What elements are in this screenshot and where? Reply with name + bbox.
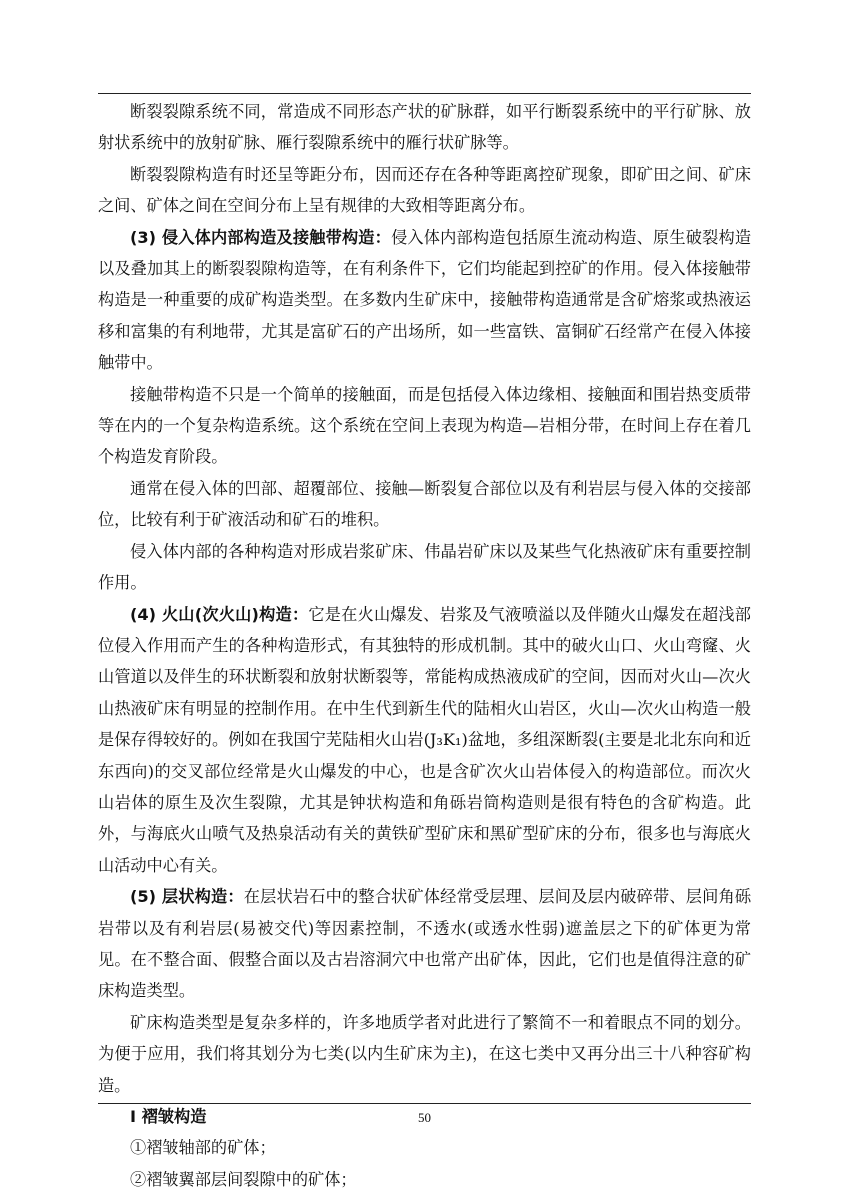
paragraph-6 xyxy=(98,536,751,599)
header-rule xyxy=(98,93,751,94)
paragraph-3-heading: (3) 侵入体内部构造及接触带构造： xyxy=(130,227,392,247)
list-item-1: ①褶皱轴部的矿体； xyxy=(130,1138,276,1158)
list-item-2: ②褶皱翼部层间裂隙中的矿体； xyxy=(130,1169,357,1189)
paragraph-6-text: 侵入体内部的各种构造对形成岩浆矿床、伟晶岩矿床以及某些气化热液矿床有重要控制作用。 xyxy=(98,541,751,593)
paragraph-3 xyxy=(98,222,751,379)
section-title: Ⅰ 褶皱构造 xyxy=(130,1107,207,1126)
paragraph-2-text: 断裂裂隙构造有时还呈等距分布，因而还存在各种等距离控矿现象，即矿田之间、矿床之间、矿体之间在空间分布上呈有规律的大致相等距离分布。 xyxy=(98,164,751,216)
paragraph-1 xyxy=(98,96,751,159)
paragraph-4 xyxy=(98,379,751,473)
paragraph-7 xyxy=(98,599,751,882)
paragraph-8-heading: (5) 层状构造： xyxy=(130,887,244,907)
footer-rule xyxy=(98,1103,751,1104)
paragraph-5-text: 通常在侵入体的凹部、超覆部位、接触—断裂复合部位以及有利岩层与侵入体的交接部位，比较有利于矿液活动和矿石的堆积。 xyxy=(98,478,751,530)
page-number: 50 xyxy=(418,1110,431,1125)
paragraph-9 xyxy=(98,1007,751,1101)
paragraph-7-text: 它是在火山爆发、岩浆及气液喷溢以及伴随火山爆发在超浅部位侵入作用而产生的各种构造形式，有其独特的形成机制。其中的破火山口、火山弯窿、火山管道以及伴生的环状断裂和放射状断裂等，常能构成热液成矿的空间，因而对火山—次火山热液矿床有明显的控制作用。在中生代到新生代的陆相火山岩区，火山—次火山构造一般是保存得较好的。例如在我国宁芜陆相火山岩(J₃K₁)盆地，多组深断裂(主要是北北东向和近东西向)的交叉部位经常是火山爆发的中心，也是含矿次火山岩体侵入的构造部位。而次火山岩体的原生及次生裂隙，尤其是钟状构造和角砾岩筒构造则是很有特色的含矿构造。此外，与海底火山喷气及热泉活动有关的黄铁矿型矿床和黑矿型矿床的分布，很多也与海底火山活动中心有关。 xyxy=(98,604,751,875)
paragraph-5 xyxy=(98,473,751,536)
paragraph-4-text: 接触带构造不只是一个简单的接触面，而是包括侵入体边缘相、接触面和围岩热变质带等在内的一个复杂构造系统。这个系统在空间上表现为构造—岩相分带，在时间上存在着几个构造发育阶段。 xyxy=(98,384,751,467)
paragraph-3-text: 侵入体内部构造包括原生流动构造、原生破裂构造以及叠加其上的断裂裂隙构造等，在有利条件下，它们均能起到控矿的作用。侵入体接触带构造是一种重要的成矿构造类型。在多数内生矿床中，接触带构造通常是含矿熔浆或热液运移和富集的有利地带，尤其是富矿石的产出场所，如一些富铁、富铜矿石经常产在侵入体接触带中。 xyxy=(98,227,752,373)
paragraph-2 xyxy=(98,159,751,222)
paragraph-7-heading: (4) 火山(次火山)构造： xyxy=(130,604,309,624)
paragraph-8-text: 在层状岩石中的整合状矿体经常受层理、层间及层内破碎带、层间角砾岩带以及有利岩层(易被交代)等因素控制，不透水(或透水性弱)遮盖层之下的矿体更为常见。在不整合面、假整合面以及古岩溶洞穴中也常产出矿体，因此，它们也是值得注意的矿床构造类型。 xyxy=(98,887,752,1001)
page-body xyxy=(98,96,751,1195)
paragraph-8 xyxy=(98,881,751,1007)
paragraph-1-text: 断裂裂隙系统不同，常造成不同形态产状的矿脉群，如平行断裂系统中的平行矿脉、放射状系统中的放射矿脉、雁行裂隙系统中的雁行状矿脉等。 xyxy=(98,102,751,153)
paragraph-9-text: 矿床构造类型是复杂多样的，许多地质学者对此进行了繁简不一和着眼点不同的划分。为便于应用，我们将其划分为七类(以内生矿床为主)，在这七类中又再分出三十八种容矿构造。 xyxy=(98,1012,751,1095)
